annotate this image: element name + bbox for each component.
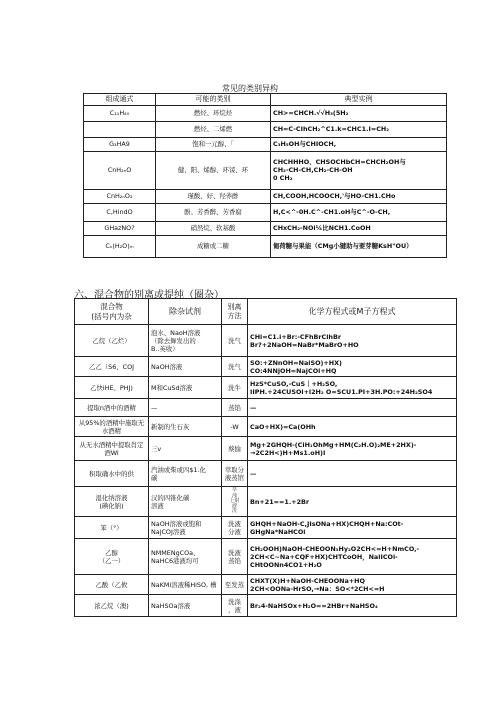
reagent-cell: M和CuSd溶液: [149, 377, 222, 399]
mixture-cell: 湿化纳溶液 (碘化钠): [75, 487, 149, 517]
method-cell: 萃取分 液蒸馆: [222, 461, 248, 487]
table-header-row: [84, 94, 447, 106]
table-row: [84, 221, 447, 235]
reagent-cell: NaOH溶液或饱和 NajCOJ溶液: [149, 517, 222, 539]
example-cell: 匍荷糖与果能（CMg小键助与要芽糖KsH"OU）: [271, 235, 447, 257]
reagent-cell: NaHSOa溶液: [149, 595, 222, 617]
mixture-cell: 乙烷（乙烂）: [75, 325, 149, 357]
table-row: [75, 325, 457, 357]
formula-cell: G₃HA9: [84, 137, 156, 151]
table-row: [75, 539, 457, 575]
category-cell: 成糖或二糖: [156, 235, 271, 257]
table-row: [84, 121, 447, 137]
formula-cell: GHazNO?: [84, 221, 156, 235]
method-cell: 蔡愉: [222, 437, 248, 461]
mixture-cell: 乙酸（乙攸: [75, 575, 149, 595]
formula-cell: C,HindO: [84, 203, 156, 221]
mixture-cell: 乙快iHE、PHJ): [75, 377, 149, 399]
mixture-cell: 从无水酒精中提取肖定 酒Wi: [75, 437, 149, 461]
table-row: [84, 151, 447, 189]
header-cell: 组成通式: [84, 94, 156, 106]
method-cell: 至发蒸: [222, 575, 248, 595]
method-cell: 洗气: [222, 325, 248, 357]
table-row: [84, 105, 447, 121]
example-cell: C₃H₅OH与CHIOCH,: [271, 137, 447, 151]
example-cell: CH>=CHCH.√√H₃(5H₂: [271, 105, 447, 121]
category-cell: 酚、芳香醉、芳香腐: [156, 203, 271, 221]
category-cell: 燃烃、二烯燃: [156, 121, 271, 137]
formula-cell: CnH₂ₙO₂: [84, 189, 156, 203]
equation-cell: Mg+2GHQH-(CiH₁OhMg+HM(C₂H.O)₂ME+2HX)- →2C2H<)H+Ms1.oH)I: [248, 437, 457, 461]
equation-cell: Bn+21==1.+2Br: [248, 487, 457, 517]
example-cell: CH,COOH,HCOOCH,'与HO-CH1.CHo: [271, 189, 447, 203]
reagent-cell: NaKMi溶液稀HiSO, 槽: [149, 575, 222, 595]
table-row: [75, 437, 457, 461]
equation-cell: CHi=C1.i+Br:-CFhBrClhBr Br?+2NaOH=NaBr*MaBrO+HO: [248, 325, 457, 357]
formula-cell: CnH₂ₙO: [84, 151, 156, 189]
mixture-cell: 乙醇 （乙一）: [75, 539, 149, 575]
mixture-cell: 积取确水中的供: [75, 461, 149, 487]
method-cell: 萃 浊 上射 液 洗: [222, 487, 248, 517]
isomer-table: [83, 93, 447, 258]
equation-cell: —: [248, 399, 457, 417]
mixture-cell: 浓乙烷（澳): [75, 595, 149, 617]
header-cell: 化学方程式或M子方程式: [248, 299, 457, 325]
example-cell: H,C<^-0H.C^-CH1.oH与C^-O-CH,: [271, 203, 447, 221]
method-cell: 洗液 蒸馅: [222, 539, 248, 575]
table-row: [75, 377, 457, 399]
reagent-cell: 三v: [149, 437, 222, 461]
example-cell: CHCHHHO、CHSOCHbCH=CHCH₂OH与 CH₂-CH-CH,CH₂-CH-OH 0 CH₂: [271, 151, 447, 189]
formula-cell: C₁₁H₄₀: [84, 105, 156, 121]
reagent-cell: 新制的生石灰: [149, 417, 222, 437]
table-row: [84, 137, 447, 151]
header-cell: 混合物 (括号内为杂: [75, 299, 149, 325]
header-cell: 典型实例: [271, 94, 447, 106]
equation-cell: CHXT(X)H+NaOH-CHEOONa+HQ 2CH<OONa-HrSO,→Na：SO<*2CH<=H: [248, 575, 457, 595]
section-heading: 六、混合物的别离或提纯（圈杂）: [74, 290, 224, 301]
reagent-cell: 汽油或柴或四$1.化 碳: [149, 461, 222, 487]
example-cell: CHxCH₂-NOi¼比NCH1.CoOH: [271, 221, 447, 235]
mixture-cell: 提取n酒中的酒精: [75, 399, 149, 417]
formula-cell: [84, 121, 156, 137]
method-cell: 蒸馅: [222, 399, 248, 417]
mixture-cell: 乙乙（S6、COJ: [75, 357, 149, 377]
example-cell: CH=C-CIhCH₂^C1.k=CHC1.I=CH₂: [271, 121, 447, 137]
table-row: [75, 461, 457, 487]
category-cell: 健、阳、烯醇、环馁、环: [156, 151, 271, 189]
table-row: [75, 595, 457, 617]
equation-cell: Br₂4-NaHSOx+H₂O==2HBr+NaHSO₄: [248, 595, 457, 617]
table-header-row: [75, 299, 457, 325]
method-cell: -W: [222, 417, 248, 437]
method-cell: 洗气: [222, 357, 248, 377]
header-cell: 可能的类别: [156, 94, 271, 106]
separation-table: [74, 298, 457, 617]
table-row: [75, 517, 457, 539]
reagent-cell: 汉的四锥化碳 溶液: [149, 487, 222, 517]
method-cell: 洗牛: [222, 377, 248, 399]
reagent-cell: NMMENgCOa、 NaHC6港液均可: [149, 539, 222, 575]
reagent-cell: 泡水、NaoH溶液 （除去舞发出的 B..英收）: [149, 325, 222, 357]
table-row: [75, 417, 457, 437]
header-cell: 别离 方法: [222, 299, 248, 325]
category-cell: 饱和一元醇、「: [156, 137, 271, 151]
equation-cell: —: [248, 461, 457, 487]
equation-cell: HzS*CuSO,-CuS｜+H₂SO, IIPH.+24CUSOi+l2H₂ O=SCU1.PI+3H.PO:+24H₂SO4: [248, 377, 457, 399]
equation-cell: CH₂OOH)NaOH-CHEOON₃Hy₂O2CH<=H+NmCO,- 2CH<C~Na+CQF+HX)CHTCoOH，NalICOi- CHtOONn4CO1+H₂O: [248, 539, 457, 575]
mixture-cell: 笨（°）: [75, 517, 149, 539]
mixture-cell: 从95%的酒精中施取无 水酒精: [75, 417, 149, 437]
table-row: [84, 235, 447, 257]
equation-cell: GHQH+NaOH-C,JIsONa+HX)CHQH+Na:COt- GHgNa*NaHCOi: [248, 517, 457, 539]
equation-cell: CaO+HX)=Ca(OHh: [248, 417, 457, 437]
table-row: [84, 203, 447, 221]
category-cell: 燃烃、环烷烃: [156, 105, 271, 121]
table-row: [75, 399, 457, 417]
reagent-cell: NaOH溶液: [149, 357, 222, 377]
table-row: [84, 189, 447, 203]
reagent-cell: —: [149, 399, 222, 417]
category-cell: 瑾酸、好、羟荞酢: [156, 189, 271, 203]
method-cell: 洗涤 ，液: [222, 595, 248, 617]
method-cell: 洗液 分液: [222, 517, 248, 539]
category-cell: 硝然烷、软基酸: [156, 221, 271, 235]
table-row: [75, 357, 457, 377]
table-row: [75, 575, 457, 595]
header-cell: 除杂试剂: [149, 299, 222, 325]
table-row: [75, 487, 457, 517]
table-title: 常见的类别异构: [222, 84, 278, 93]
formula-cell: Cₙ(H₂O)ₘ: [84, 235, 156, 257]
equation-cell: SO:+ZNnOH=NaiSO)+HX) CO:4NNjOH=NajCOi+HQ: [248, 357, 457, 377]
